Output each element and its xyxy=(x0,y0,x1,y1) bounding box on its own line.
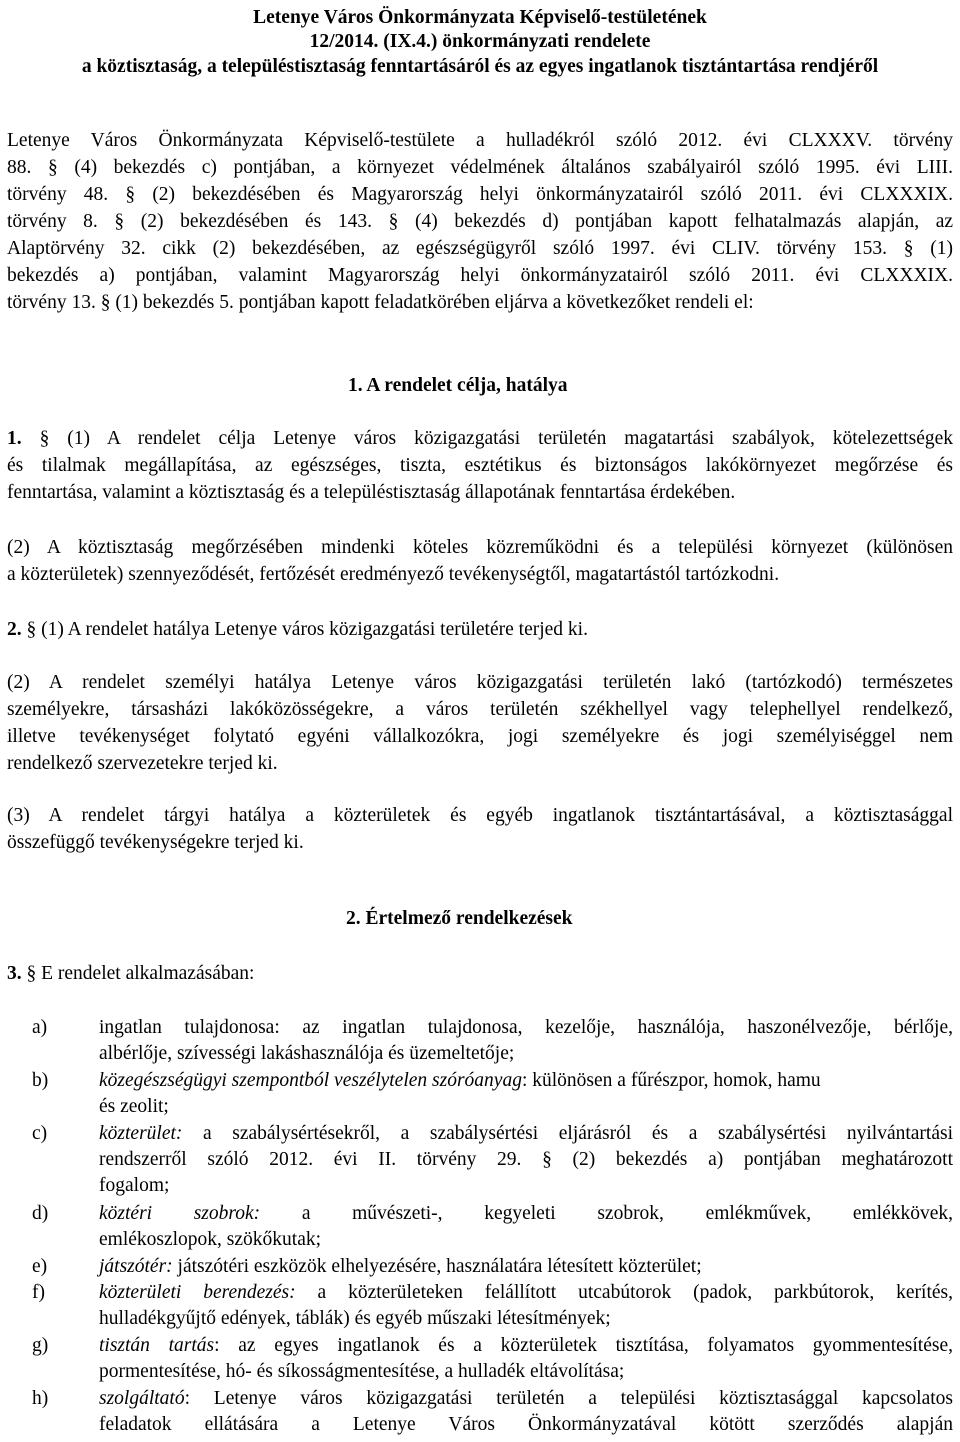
definition-line xyxy=(99,1333,953,1359)
paragraph-3-intro xyxy=(7,961,953,987)
definition-label: d) xyxy=(32,1203,49,1224)
definition-label: h) xyxy=(32,1388,49,1409)
definition-term: köztéri szobrok: xyxy=(99,1203,261,1224)
definition-term: közterület: xyxy=(99,1123,183,1144)
definition-text: : Letenye város közigazgatási területén a települési köztisztasággal kapcsolatos xyxy=(184,1388,953,1409)
definition-line xyxy=(99,1386,953,1412)
paragraph-1-2-line: a közterületek) szennyeződését, fertőzését eredményező tevékenységtől, magatartástól tartózkodni. xyxy=(7,564,780,585)
definition-term: játszótér: xyxy=(99,1256,173,1277)
definition-line: albérlője, szívességi lakáshasználója és üzemeltetője; xyxy=(99,1043,515,1064)
paragraph-text: § E rendelet alkalmazásában: xyxy=(26,963,255,984)
document-title-line1: Letenye Város Önkormányzata Képviselő-testületének xyxy=(253,7,707,28)
paragraph-1-2-line: (2) A köztisztaság megőrzésében mindenki köteles közreműködni és a települési környezet (különösen xyxy=(7,537,953,558)
paragraph-2-1 xyxy=(7,617,953,643)
definition-text: a közterületeken felállított utcabútorok (padok, parkbútorok, kerítés, xyxy=(295,1282,953,1303)
definition-label: e) xyxy=(32,1256,48,1277)
paragraph-2-2-line: illetve tevékenységet folytató egyéni vállalkozókra, jogi személyekre és jogi személyiséggel nem xyxy=(7,726,953,747)
definition-line: rendszerről szóló 2012. évi II. törvény 29. § (2) bekezdés a) pontjában meghatározott xyxy=(99,1149,953,1170)
definition-line: fogalom; xyxy=(99,1175,170,1196)
preamble-line: Letenye Város Önkormányzata Képviselő-testülete a hulladékról szóló 2012. évi CLXXXV. törvény xyxy=(7,130,953,151)
definition-line xyxy=(99,1201,953,1227)
definition-line xyxy=(99,1121,953,1147)
paragraph-2-2-line: személyekre, társasházi lakóközösségekre, a város területén székhellyel vagy telephellyel rendelkező, xyxy=(7,699,953,720)
preamble-line: törvény 13. § (1) bekezdés 5. pontjában kapott feladatkörében eljárva a következőket rendeli el: xyxy=(7,292,754,313)
definition-label: f) xyxy=(32,1282,45,1303)
preamble-line: törvény 48. § (2) bekezdésében és Magyarország helyi önkormányzatairól szóló 2011. évi CLXXXIX. xyxy=(7,184,953,205)
paragraph-number: 1. xyxy=(7,428,22,449)
definition-line xyxy=(99,1280,953,1306)
definition-text: : különösen a fűrészpor, homok, hamu xyxy=(521,1070,821,1091)
document-title-line3: a köztisztaság, a településtisztaság fenntartásáról és az egyes ingatlanok tisztántartása rendjéről xyxy=(81,56,879,77)
paragraph-number: 2. xyxy=(7,619,22,640)
definition-text: játszótéri eszközök elhelyezésére, használatára létesített közterület; xyxy=(172,1256,702,1277)
definition-line: emlékoszlopok, szökőkutak; xyxy=(99,1229,322,1250)
definition-line: és zeolit; xyxy=(99,1096,169,1117)
definition-term: szolgáltató xyxy=(99,1388,185,1409)
definition-text: a szabálysértésekről, a szabálysértési eljárásról és a szabálysértési nyilvántartási xyxy=(182,1123,953,1144)
paragraph-1-1-line: fenntartása, valamint a köztisztaság és a településtisztaság állapotának fenntartása érdekében. xyxy=(7,482,736,503)
paragraph-2-2-line: rendelkező szervezetekre terjed ki. xyxy=(7,753,278,774)
definition-term: közterületi berendezés: xyxy=(99,1282,296,1303)
preamble-line: törvény 8. § (2) bekezdésében és 143. § (4) bekezdés d) pontjában kapott felhatalmazás alapján, az xyxy=(7,211,953,232)
preamble-line: Alaptörvény 32. cikk (2) bekezdésében, az egészségügyről szóló 1997. évi CLIV. törvény 153. § (1) xyxy=(7,238,953,259)
paragraph-text: § (1) A rendelet célja Letenye város közigazgatási területén magatartási szabályok, kötelezettségek xyxy=(39,428,953,449)
definition-text: a művészeti-, kegyeleti szobrok, emlékművek, emlékkövek, xyxy=(260,1203,953,1224)
paragraph-1-1-line: és tilalmak megállapítása, az egészséges, tiszta, esztétikus és biztonságos lakókörnyezet megőrzése és xyxy=(7,455,953,476)
definition-line: hulladékgyűjtő edények, táblák) és egyéb műszaki létesítmények; xyxy=(99,1308,611,1329)
section-1-title: 1. A rendelet célja, hatálya xyxy=(348,375,568,396)
definition-term: tisztán tartás xyxy=(99,1335,215,1356)
paragraph-2-2-line: (2) A rendelet személyi hatálya Letenye város közigazgatási területén lakó (tartózkodó) természetes xyxy=(7,672,953,693)
definition-term: közegészségügyi szempontból veszélytelen szóróanyag xyxy=(99,1070,522,1091)
definition-label: g) xyxy=(32,1335,49,1356)
paragraph-number: 3. xyxy=(7,963,22,984)
definition-line: pormentesítése, hó- és síkosságmentesítése, a hulladék eltávolítása; xyxy=(99,1361,625,1382)
definition-line: feladatok ellátására a Letenye Város Önkormányzatával kötött szerződés alapján xyxy=(99,1414,953,1435)
definition-text: : az egyes ingatlanok és a közterületek tisztítása, folyamatos gyommentesítése, xyxy=(214,1335,954,1356)
preamble-line: 88. § (4) bekezdés c) pontjában, a környezet védelmének általános szabályairól szóló 1995. évi LIII. xyxy=(7,157,953,178)
definition-line xyxy=(99,1068,953,1094)
preamble-line: bekezdés a) pontjában, valamint Magyarország helyi önkormányzatairól szóló 2011. évi CLXXXIX. xyxy=(7,265,953,286)
definition-label: b) xyxy=(32,1070,49,1091)
definition-line: ingatlan tulajdonosa: az ingatlan tulajdonosa, kezelője, használója, haszonélvezője, bérlője, xyxy=(99,1017,953,1038)
definition-line xyxy=(99,1254,953,1280)
paragraph-text: § (1) A rendelet hatálya Letenye város közigazgatási területére terjed ki. xyxy=(26,619,588,640)
document-title-line2: 12/2014. (IX.4.) önkormányzati rendelete xyxy=(309,31,651,52)
paragraph-2-3-line: összefüggő tevékenységekre terjed ki. xyxy=(7,832,304,853)
definition-label: a) xyxy=(32,1017,48,1038)
section-2-title: 2. Értelmező rendelkezések xyxy=(346,908,573,929)
definition-label: c) xyxy=(32,1123,48,1144)
paragraph-1-1 xyxy=(7,426,953,452)
paragraph-2-3-line: (3) A rendelet tárgyi hatálya a közterületek és egyéb ingatlanok tisztántartásával, a köztisztasággal xyxy=(7,805,953,826)
